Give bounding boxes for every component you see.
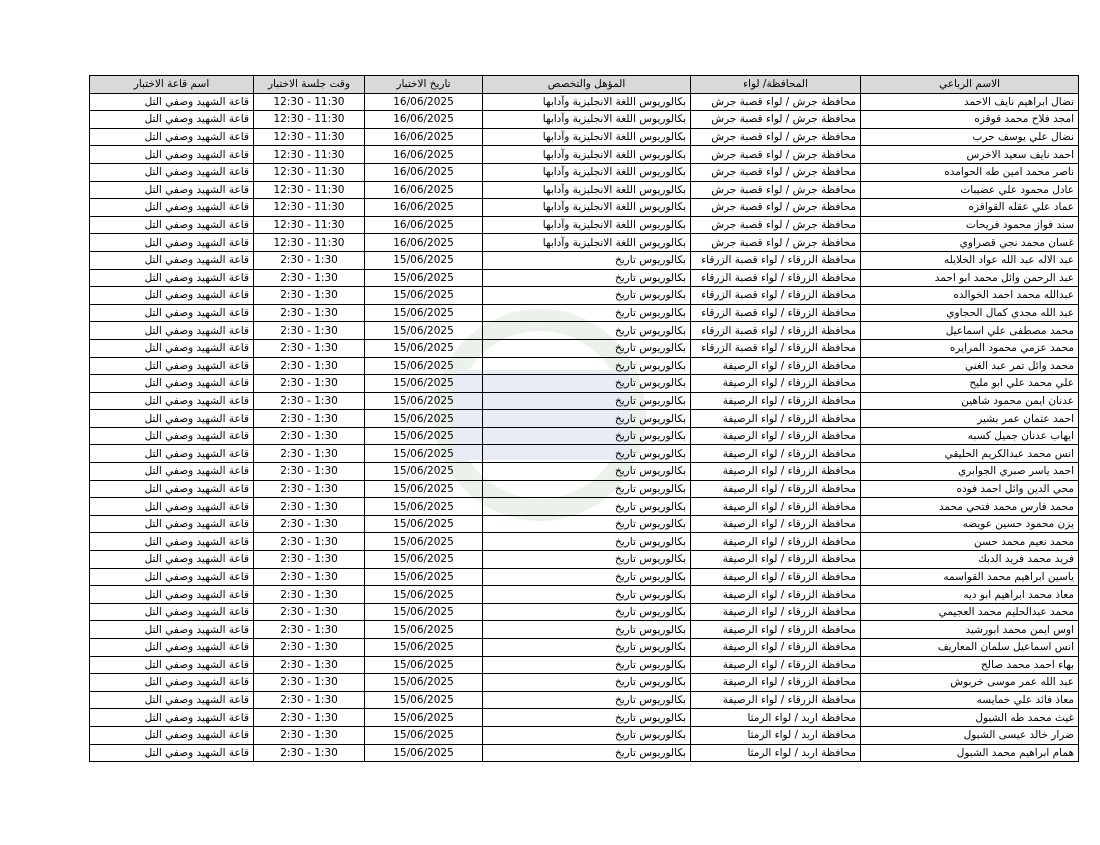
table-row bbox=[90, 287, 1079, 305]
cell-exam-time: 2:30 - 1:30 bbox=[254, 744, 365, 762]
cell-qualification: بكالوريوس تاريخ bbox=[483, 656, 691, 674]
cell-governorate: محافظة الزرقاء / لواء الرصيفة bbox=[691, 691, 861, 709]
cell-qualification: بكالوريوس تاريخ bbox=[483, 445, 691, 463]
cell-exam-hall: قاعة الشهيد وصفي التل bbox=[90, 251, 254, 269]
cell-qualification: بكالوريوس تاريخ bbox=[483, 427, 691, 445]
table-row bbox=[90, 269, 1079, 287]
cell-qualification: بكالوريوس تاريخ bbox=[483, 375, 691, 393]
table-row bbox=[90, 726, 1079, 744]
cell-exam-hall: قاعة الشهيد وصفي التل bbox=[90, 674, 254, 692]
cell-name: سند فواز محمود فريحات bbox=[861, 216, 1079, 234]
cell-exam-hall: قاعة الشهيد وصفي التل bbox=[90, 128, 254, 146]
cell-name: غسان محمد نجي قصراوي bbox=[861, 234, 1079, 252]
table-row bbox=[90, 586, 1079, 604]
cell-exam-hall: قاعة الشهيد وصفي التل bbox=[90, 181, 254, 199]
cell-exam-date: 15/06/2025 bbox=[365, 603, 483, 621]
cell-qualification: بكالوريوس تاريخ bbox=[483, 674, 691, 692]
cell-governorate: محافظة الزرقاء / لواء الرصيفة bbox=[691, 445, 861, 463]
cell-qualification: بكالوريوس تاريخ bbox=[483, 410, 691, 428]
cell-exam-hall: قاعة الشهيد وصفي التل bbox=[90, 269, 254, 287]
cell-qualification: بكالوريوس اللغة الانجليزية وآدابها bbox=[483, 111, 691, 129]
cell-exam-date: 15/06/2025 bbox=[365, 357, 483, 375]
table-row bbox=[90, 691, 1079, 709]
cell-exam-time: 2:30 - 1:30 bbox=[254, 656, 365, 674]
table-row bbox=[90, 251, 1079, 269]
cell-exam-hall: قاعة الشهيد وصفي التل bbox=[90, 533, 254, 551]
cell-governorate: محافظة الزرقاء / لواء الرصيفة bbox=[691, 427, 861, 445]
cell-exam-hall: قاعة الشهيد وصفي التل bbox=[90, 568, 254, 586]
cell-exam-date: 16/06/2025 bbox=[365, 146, 483, 164]
table-row bbox=[90, 304, 1079, 322]
cell-governorate: محافظة الزرقاء / لواء الرصيفة bbox=[691, 603, 861, 621]
header-qualification: المؤهل والتخصص bbox=[483, 76, 691, 94]
cell-name: عادل محمود علي عضيبات bbox=[861, 181, 1079, 199]
cell-exam-time: 2:30 - 1:30 bbox=[254, 287, 365, 305]
cell-exam-hall: قاعة الشهيد وصفي التل bbox=[90, 621, 254, 639]
cell-qualification: بكالوريوس اللغة الانجليزية وآدابها bbox=[483, 181, 691, 199]
cell-governorate: محافظة الزرقاء / لواء الرصيفة bbox=[691, 463, 861, 481]
cell-name: محمد عزمي محمود المرايره bbox=[861, 339, 1079, 357]
exam-schedule-table bbox=[89, 75, 1079, 762]
cell-exam-hall: قاعة الشهيد وصفي التل bbox=[90, 146, 254, 164]
table-row bbox=[90, 410, 1079, 428]
cell-exam-date: 15/06/2025 bbox=[365, 691, 483, 709]
cell-exam-hall: قاعة الشهيد وصفي التل bbox=[90, 551, 254, 569]
cell-exam-hall: قاعة الشهيد وصفي التل bbox=[90, 726, 254, 744]
cell-exam-date: 15/06/2025 bbox=[365, 709, 483, 727]
cell-exam-time: 2:30 - 1:30 bbox=[254, 498, 365, 516]
cell-qualification: بكالوريوس تاريخ bbox=[483, 639, 691, 657]
cell-exam-hall: قاعة الشهيد وصفي التل bbox=[90, 639, 254, 657]
cell-qualification: بكالوريوس اللغة الانجليزية وآدابها bbox=[483, 146, 691, 164]
cell-exam-date: 15/06/2025 bbox=[365, 445, 483, 463]
cell-qualification: بكالوريوس اللغة الانجليزية وآدابها bbox=[483, 216, 691, 234]
cell-governorate: محافظة جرش / لواء قصبة جرش bbox=[691, 181, 861, 199]
cell-exam-hall: قاعة الشهيد وصفي التل bbox=[90, 322, 254, 340]
cell-name: يزن محمود حسين عويضه bbox=[861, 515, 1079, 533]
cell-name: محمد وائل تمر عبد الغني bbox=[861, 357, 1079, 375]
cell-exam-time: 12:30 - 11:30 bbox=[254, 199, 365, 217]
cell-exam-time: 12:30 - 11:30 bbox=[254, 146, 365, 164]
cell-qualification: بكالوريوس اللغة الانجليزية وآدابها bbox=[483, 128, 691, 146]
cell-exam-date: 16/06/2025 bbox=[365, 128, 483, 146]
cell-name: علي محمد علي ابو مليح bbox=[861, 375, 1079, 393]
cell-exam-hall: قاعة الشهيد وصفي التل bbox=[90, 287, 254, 305]
cell-exam-time: 2:30 - 1:30 bbox=[254, 709, 365, 727]
table-row bbox=[90, 533, 1079, 551]
table-body bbox=[90, 93, 1079, 762]
cell-exam-date: 15/06/2025 bbox=[365, 463, 483, 481]
cell-name: عبد الاله عبد الله عواد الخلايله bbox=[861, 251, 1079, 269]
cell-name: اوس ايمن محمد ابورشيد bbox=[861, 621, 1079, 639]
cell-name: عبد الله مجدي كمال الحجاوي bbox=[861, 304, 1079, 322]
cell-qualification: بكالوريوس تاريخ bbox=[483, 357, 691, 375]
cell-governorate: محافظة جرش / لواء قصبة جرش bbox=[691, 146, 861, 164]
cell-exam-time: 2:30 - 1:30 bbox=[254, 726, 365, 744]
cell-exam-date: 15/06/2025 bbox=[365, 287, 483, 305]
cell-exam-time: 2:30 - 1:30 bbox=[254, 515, 365, 533]
table-row bbox=[90, 515, 1079, 533]
cell-exam-time: 2:30 - 1:30 bbox=[254, 392, 365, 410]
cell-exam-date: 15/06/2025 bbox=[365, 427, 483, 445]
cell-qualification: بكالوريوس تاريخ bbox=[483, 498, 691, 516]
cell-exam-hall: قاعة الشهيد وصفي التل bbox=[90, 744, 254, 762]
table-row bbox=[90, 357, 1079, 375]
cell-name: معاذ فائد علي خمايسه bbox=[861, 691, 1079, 709]
cell-exam-date: 15/06/2025 bbox=[365, 322, 483, 340]
cell-governorate: محافظة جرش / لواء قصبة جرش bbox=[691, 216, 861, 234]
cell-exam-time: 2:30 - 1:30 bbox=[254, 251, 365, 269]
cell-exam-time: 2:30 - 1:30 bbox=[254, 603, 365, 621]
cell-exam-hall: قاعة الشهيد وصفي التل bbox=[90, 427, 254, 445]
header-exam-time: وقت جلسة الاختبار bbox=[254, 76, 365, 94]
cell-governorate: محافظة الزرقاء / لواء الرصيفة bbox=[691, 551, 861, 569]
cell-exam-hall: قاعة الشهيد وصفي التل bbox=[90, 234, 254, 252]
cell-name: ناصر محمد امين طه الحوامده bbox=[861, 163, 1079, 181]
cell-name: نضال ابراهيم نايف الاحمد bbox=[861, 93, 1079, 111]
cell-governorate: محافظة جرش / لواء قصبة جرش bbox=[691, 199, 861, 217]
cell-name: بهاء احمد محمد صالح bbox=[861, 656, 1079, 674]
cell-exam-date: 15/06/2025 bbox=[365, 533, 483, 551]
cell-exam-time: 12:30 - 11:30 bbox=[254, 93, 365, 111]
cell-governorate: محافظة الزرقاء / لواء قصبة الزرقاء bbox=[691, 269, 861, 287]
table-row bbox=[90, 656, 1079, 674]
cell-exam-time: 2:30 - 1:30 bbox=[254, 674, 365, 692]
header-name: الاسم الرباعي bbox=[861, 76, 1079, 94]
cell-exam-time: 2:30 - 1:30 bbox=[254, 533, 365, 551]
cell-name: محمد مصطفى علي اسماعيل bbox=[861, 322, 1079, 340]
table-row bbox=[90, 427, 1079, 445]
table-row bbox=[90, 199, 1079, 217]
cell-name: انس اسماعيل سلمان المعاريف bbox=[861, 639, 1079, 657]
cell-exam-time: 12:30 - 11:30 bbox=[254, 216, 365, 234]
cell-qualification: بكالوريوس تاريخ bbox=[483, 551, 691, 569]
table-row bbox=[90, 128, 1079, 146]
cell-name: عدنان ايمن محمود شاهين bbox=[861, 392, 1079, 410]
cell-governorate: محافظة جرش / لواء قصبة جرش bbox=[691, 111, 861, 129]
cell-exam-date: 15/06/2025 bbox=[365, 392, 483, 410]
cell-governorate: محافظة الزرقاء / لواء الرصيفة bbox=[691, 392, 861, 410]
cell-name: امجد فلاح محمد قوقزه bbox=[861, 111, 1079, 129]
cell-exam-time: 2:30 - 1:30 bbox=[254, 586, 365, 604]
cell-name: ايهاب عدنان جميل كسبه bbox=[861, 427, 1079, 445]
cell-exam-date: 15/06/2025 bbox=[365, 621, 483, 639]
cell-qualification: بكالوريوس تاريخ bbox=[483, 515, 691, 533]
cell-exam-time: 2:30 - 1:30 bbox=[254, 269, 365, 287]
cell-governorate: محافظة جرش / لواء قصبة جرش bbox=[691, 128, 861, 146]
cell-governorate: محافظة الزرقاء / لواء الرصيفة bbox=[691, 498, 861, 516]
cell-exam-date: 15/06/2025 bbox=[365, 251, 483, 269]
table-row bbox=[90, 339, 1079, 357]
cell-qualification: بكالوريوس تاريخ bbox=[483, 463, 691, 481]
cell-exam-date: 15/06/2025 bbox=[365, 639, 483, 657]
cell-exam-date: 15/06/2025 bbox=[365, 339, 483, 357]
header-exam-date: تاريخ الاختبار bbox=[365, 76, 483, 94]
cell-name: محمد نعيم محمد حسن bbox=[861, 533, 1079, 551]
cell-name: ياسين ابراهيم محمد القواسمه bbox=[861, 568, 1079, 586]
cell-qualification: بكالوريوس تاريخ bbox=[483, 304, 691, 322]
cell-exam-time: 2:30 - 1:30 bbox=[254, 551, 365, 569]
table-row bbox=[90, 322, 1079, 340]
cell-exam-date: 15/06/2025 bbox=[365, 515, 483, 533]
cell-name: احمد ياسر صبري الجوابري bbox=[861, 463, 1079, 481]
cell-governorate: محافظة جرش / لواء قصبة جرش bbox=[691, 234, 861, 252]
cell-name: معاذ محمد ابراهيم ابو ديه bbox=[861, 586, 1079, 604]
cell-governorate: محافظة الزرقاء / لواء الرصيفة bbox=[691, 533, 861, 551]
cell-exam-hall: قاعة الشهيد وصفي التل bbox=[90, 410, 254, 428]
table-row bbox=[90, 93, 1079, 111]
cell-qualification: بكالوريوس تاريخ bbox=[483, 603, 691, 621]
cell-exam-time: 2:30 - 1:30 bbox=[254, 568, 365, 586]
cell-governorate: محافظة الزرقاء / لواء قصبة الزرقاء bbox=[691, 304, 861, 322]
cell-exam-time: 2:30 - 1:30 bbox=[254, 339, 365, 357]
cell-governorate: محافظة جرش / لواء قصبة جرش bbox=[691, 93, 861, 111]
cell-exam-hall: قاعة الشهيد وصفي التل bbox=[90, 445, 254, 463]
cell-exam-hall: قاعة الشهيد وصفي التل bbox=[90, 111, 254, 129]
cell-exam-time: 2:30 - 1:30 bbox=[254, 410, 365, 428]
cell-exam-hall: قاعة الشهيد وصفي التل bbox=[90, 357, 254, 375]
cell-exam-date: 16/06/2025 bbox=[365, 163, 483, 181]
exam-schedule-sheet bbox=[89, 75, 1078, 762]
cell-qualification: بكالوريوس تاريخ bbox=[483, 251, 691, 269]
cell-exam-hall: قاعة الشهيد وصفي التل bbox=[90, 515, 254, 533]
cell-qualification: بكالوريوس تاريخ bbox=[483, 269, 691, 287]
table-row bbox=[90, 568, 1079, 586]
cell-governorate: محافظة الزرقاء / لواء الرصيفة bbox=[691, 410, 861, 428]
cell-exam-date: 15/06/2025 bbox=[365, 726, 483, 744]
cell-exam-time: 12:30 - 11:30 bbox=[254, 163, 365, 181]
cell-governorate: محافظة الزرقاء / لواء قصبة الزرقاء bbox=[691, 322, 861, 340]
table-row bbox=[90, 146, 1079, 164]
table-row bbox=[90, 234, 1079, 252]
cell-exam-time: 2:30 - 1:30 bbox=[254, 463, 365, 481]
cell-exam-date: 16/06/2025 bbox=[365, 199, 483, 217]
cell-exam-date: 15/06/2025 bbox=[365, 410, 483, 428]
cell-exam-date: 15/06/2025 bbox=[365, 568, 483, 586]
cell-name: همام ابراهيم محمد الشبول bbox=[861, 744, 1079, 762]
cell-exam-date: 16/06/2025 bbox=[365, 234, 483, 252]
cell-exam-hall: قاعة الشهيد وصفي التل bbox=[90, 163, 254, 181]
cell-name: محمد عبدالحليم محمد العجيمي bbox=[861, 603, 1079, 621]
cell-exam-hall: قاعة الشهيد وصفي التل bbox=[90, 691, 254, 709]
table-row bbox=[90, 445, 1079, 463]
cell-qualification: بكالوريوس اللغة الانجليزية وآدابها bbox=[483, 234, 691, 252]
cell-exam-date: 16/06/2025 bbox=[365, 93, 483, 111]
cell-governorate: محافظة الزرقاء / لواء الرصيفة bbox=[691, 515, 861, 533]
cell-exam-time: 2:30 - 1:30 bbox=[254, 691, 365, 709]
cell-exam-date: 15/06/2025 bbox=[365, 269, 483, 287]
cell-governorate: محافظة الزرقاء / لواء الرصيفة bbox=[691, 480, 861, 498]
cell-exam-time: 2:30 - 1:30 bbox=[254, 445, 365, 463]
cell-name: محمد فارس محمد فتحي محمد bbox=[861, 498, 1079, 516]
cell-exam-time: 2:30 - 1:30 bbox=[254, 375, 365, 393]
cell-exam-date: 15/06/2025 bbox=[365, 551, 483, 569]
cell-qualification: بكالوريوس تاريخ bbox=[483, 726, 691, 744]
cell-exam-hall: قاعة الشهيد وصفي التل bbox=[90, 304, 254, 322]
cell-name: عماد علي عقله القواقزه bbox=[861, 199, 1079, 217]
table-row bbox=[90, 674, 1079, 692]
cell-exam-time: 2:30 - 1:30 bbox=[254, 357, 365, 375]
cell-exam-time: 12:30 - 11:30 bbox=[254, 128, 365, 146]
cell-exam-date: 16/06/2025 bbox=[365, 111, 483, 129]
table-row bbox=[90, 480, 1079, 498]
table-row bbox=[90, 216, 1079, 234]
cell-governorate: محافظة اربد / لواء الرمثا bbox=[691, 709, 861, 727]
cell-governorate: محافظة اربد / لواء الرمثا bbox=[691, 744, 861, 762]
cell-exam-date: 16/06/2025 bbox=[365, 216, 483, 234]
cell-exam-hall: قاعة الشهيد وصفي التل bbox=[90, 375, 254, 393]
cell-qualification: بكالوريوس تاريخ bbox=[483, 533, 691, 551]
cell-qualification: بكالوريوس تاريخ bbox=[483, 339, 691, 357]
cell-name: محي الدين وائل احمد فوده bbox=[861, 480, 1079, 498]
cell-exam-time: 2:30 - 1:30 bbox=[254, 427, 365, 445]
cell-qualification: بكالوريوس تاريخ bbox=[483, 691, 691, 709]
cell-exam-time: 2:30 - 1:30 bbox=[254, 322, 365, 340]
cell-exam-time: 12:30 - 11:30 bbox=[254, 234, 365, 252]
table-row bbox=[90, 463, 1079, 481]
cell-governorate: محافظة الزرقاء / لواء قصبة الزرقاء bbox=[691, 251, 861, 269]
cell-governorate: محافظة الزرقاء / لواء الرصيفة bbox=[691, 568, 861, 586]
cell-exam-hall: قاعة الشهيد وصفي التل bbox=[90, 216, 254, 234]
cell-exam-hall: قاعة الشهيد وصفي التل bbox=[90, 480, 254, 498]
cell-governorate: محافظة الزرقاء / لواء الرصيفة bbox=[691, 674, 861, 692]
cell-exam-date: 15/06/2025 bbox=[365, 480, 483, 498]
cell-exam-hall: قاعة الشهيد وصفي التل bbox=[90, 463, 254, 481]
cell-exam-hall: قاعة الشهيد وصفي التل bbox=[90, 392, 254, 410]
cell-exam-date: 15/06/2025 bbox=[365, 498, 483, 516]
header-row bbox=[90, 76, 1079, 94]
header-exam-hall: اسم قاعة الاختبار bbox=[90, 76, 254, 94]
cell-exam-date: 15/06/2025 bbox=[365, 586, 483, 604]
cell-qualification: بكالوريوس تاريخ bbox=[483, 586, 691, 604]
cell-exam-time: 2:30 - 1:30 bbox=[254, 304, 365, 322]
cell-qualification: بكالوريوس تاريخ bbox=[483, 322, 691, 340]
cell-name: نضال علي يوسف حرب bbox=[861, 128, 1079, 146]
cell-exam-time: 12:30 - 11:30 bbox=[254, 111, 365, 129]
cell-governorate: محافظة الزرقاء / لواء الرصيفة bbox=[691, 621, 861, 639]
cell-governorate: محافظة الزرقاء / لواء الرصيفة bbox=[691, 357, 861, 375]
cell-exam-time: 12:30 - 11:30 bbox=[254, 181, 365, 199]
cell-exam-date: 15/06/2025 bbox=[365, 304, 483, 322]
cell-qualification: بكالوريوس تاريخ bbox=[483, 392, 691, 410]
cell-qualification: بكالوريوس تاريخ bbox=[483, 744, 691, 762]
cell-governorate: محافظة الزرقاء / لواء الرصيفة bbox=[691, 375, 861, 393]
header-governorate: المحافظة/ لواء bbox=[691, 76, 861, 94]
cell-exam-hall: قاعة الشهيد وصفي التل bbox=[90, 339, 254, 357]
cell-name: احمد نايف سعيد الاخرس bbox=[861, 146, 1079, 164]
cell-name: عبد الله عمر موسى خربوش bbox=[861, 674, 1079, 692]
cell-exam-hall: قاعة الشهيد وصفي التل bbox=[90, 498, 254, 516]
cell-governorate: محافظة جرش / لواء قصبة جرش bbox=[691, 163, 861, 181]
cell-exam-time: 2:30 - 1:30 bbox=[254, 639, 365, 657]
table-row bbox=[90, 181, 1079, 199]
cell-exam-hall: قاعة الشهيد وصفي التل bbox=[90, 603, 254, 621]
cell-exam-hall: قاعة الشهيد وصفي التل bbox=[90, 656, 254, 674]
table-row bbox=[90, 639, 1079, 657]
table-row bbox=[90, 375, 1079, 393]
cell-governorate: محافظة الزرقاء / لواء الرصيفة bbox=[691, 639, 861, 657]
table-row bbox=[90, 603, 1079, 621]
table-row bbox=[90, 709, 1079, 727]
cell-exam-hall: قاعة الشهيد وصفي التل bbox=[90, 709, 254, 727]
cell-name: احمد عثمان عمر بشير bbox=[861, 410, 1079, 428]
cell-qualification: بكالوريوس تاريخ bbox=[483, 480, 691, 498]
cell-exam-date: 15/06/2025 bbox=[365, 744, 483, 762]
cell-governorate: محافظة الزرقاء / لواء الرصيفة bbox=[691, 656, 861, 674]
cell-qualification: بكالوريوس تاريخ bbox=[483, 287, 691, 305]
cell-governorate: محافظة الزرقاء / لواء الرصيفة bbox=[691, 586, 861, 604]
cell-name: ضرار خالد عيسى الشبول bbox=[861, 726, 1079, 744]
cell-name: غيث محمد طه الشبول bbox=[861, 709, 1079, 727]
cell-qualification: بكالوريوس تاريخ bbox=[483, 709, 691, 727]
table-row bbox=[90, 498, 1079, 516]
cell-name: انس محمد عبدالكريم الحليقي bbox=[861, 445, 1079, 463]
table-row bbox=[90, 621, 1079, 639]
table-row bbox=[90, 111, 1079, 129]
cell-exam-time: 2:30 - 1:30 bbox=[254, 480, 365, 498]
table-row bbox=[90, 551, 1079, 569]
cell-governorate: محافظة اربد / لواء الرمثا bbox=[691, 726, 861, 744]
cell-name: عبد الرحمن وائل محمد ابو احمد bbox=[861, 269, 1079, 287]
cell-exam-hall: قاعة الشهيد وصفي التل bbox=[90, 93, 254, 111]
cell-qualification: بكالوريوس اللغة الانجليزية وآدابها bbox=[483, 199, 691, 217]
cell-name: عبدالله محمد احمد الخوالده bbox=[861, 287, 1079, 305]
cell-qualification: بكالوريوس تاريخ bbox=[483, 568, 691, 586]
cell-governorate: محافظة الزرقاء / لواء قصبة الزرقاء bbox=[691, 339, 861, 357]
cell-exam-hall: قاعة الشهيد وصفي التل bbox=[90, 586, 254, 604]
cell-exam-hall: قاعة الشهيد وصفي التل bbox=[90, 199, 254, 217]
cell-exam-date: 15/06/2025 bbox=[365, 375, 483, 393]
table-row bbox=[90, 392, 1079, 410]
table-row bbox=[90, 744, 1079, 762]
cell-qualification: بكالوريوس تاريخ bbox=[483, 621, 691, 639]
cell-name: فريد محمد فريد الدبك bbox=[861, 551, 1079, 569]
table-row bbox=[90, 163, 1079, 181]
cell-exam-date: 15/06/2025 bbox=[365, 656, 483, 674]
cell-governorate: محافظة الزرقاء / لواء قصبة الزرقاء bbox=[691, 287, 861, 305]
cell-qualification: بكالوريوس اللغة الانجليزية وآدابها bbox=[483, 163, 691, 181]
cell-exam-date: 15/06/2025 bbox=[365, 674, 483, 692]
cell-exam-date: 16/06/2025 bbox=[365, 181, 483, 199]
cell-exam-time: 2:30 - 1:30 bbox=[254, 621, 365, 639]
cell-qualification: بكالوريوس اللغة الانجليزية وآدابها bbox=[483, 93, 691, 111]
